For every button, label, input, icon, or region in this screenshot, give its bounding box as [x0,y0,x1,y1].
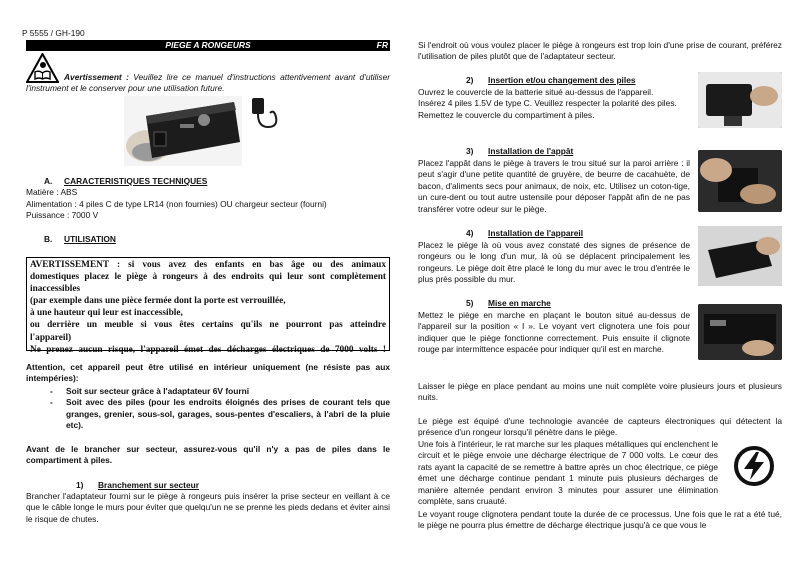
title-bar [26,40,390,51]
night-paragraph: Laisser le piège en place pendant au moins une nuit complète voire plusieurs jours et plusieurs nuits. [418,381,782,403]
step2-text: Ouvrez le couvercle de la batterie situé au-dessus de l'appareil. Insérez 4 piles 1.5V de type C. Veuillez respecter la polarité des piles. Remettez le couvercle du compartiment à piles. [418,87,677,120]
step1-heading: 1) Branchement sur secteur [76,480,200,490]
warning-intro-text: Veuillez lire ce manuel d'instructions attentivement avant d'utiliser l'instrument et le conserver pour une utilisation future. [26,72,391,94]
warning-line: à une hauteur qui leur est inaccessible, [30,308,183,319]
power-options-list [44,386,390,432]
product-image [124,96,242,166]
step4-heading: 4) Installation de l'appareil [466,228,584,238]
power-on-photo [698,304,782,360]
step2-title: Insertion et/ou changement des piles [488,75,636,85]
step2-heading: 2) Insertion et/ou changement des piles [466,75,636,85]
warning-line: l'appareil) [30,332,72,343]
lightning-icon [734,446,774,486]
model-number: P 5555 / GH-190 [22,28,85,38]
section-b-title: UTILISATION [64,234,116,244]
attention-text: Attention, cet appareil peut être utilisé en intérieur uniquement (ne résiste pas aux intempéries): [26,362,390,384]
warning-line: inaccessibles [30,284,81,295]
warning-intro-label: Avertissement : [64,72,129,82]
right-intro: Si l'endroit où vous voulez placer le piège à rongeurs est trop loin d'une prise de courant, préférez l'utilisation de piles plutôt que de l'adaptateur secteur. [418,40,782,62]
list-item: - Soit avec des piles (pour les endroits éloignés des prises de courant tels que granges, grenier, sous-sol, garages, sous-pentes d'escaliers, à l'abri de la pluie etc). [50,397,390,431]
step3-title: Installation de l'appât [488,146,574,156]
spec-power-supply: Alimentation : 4 piles C de type LR14 (non fournies) OU chargeur secteur (fourni) [26,199,327,209]
technology-paragraph: Le piège est équipé d'une technologie avancée de capteurs électroniques qui détectent la présence d'un rongeur lorsqu'il pénètre dans le piège. [418,416,782,438]
safety-warning-box [26,257,390,355]
step1-title: Branchement sur secteur [98,480,200,490]
step5-heading: 5) Mise en marche [466,298,551,308]
adapter-image [250,97,282,131]
section-b-heading: B. UTILISATION [44,234,116,244]
step1-text: Brancher l'adaptateur fourni sur le piège à rongeurs puis insérer la prise secteur en veillant à ce que le câble longe le murs pour éviter que quelqu'un ne se prenne les pieds dedans et éviter ainsi le risque de chutes. [26,491,390,524]
warning-intro [26,72,390,95]
spec-material: Matière : ABS [26,187,78,197]
step5-text: Mettez le piège en marche en plaçant le bouton situé au-dessus de l'appareil sur la position « I ». Le voyant vert clignotera une fois pour indiquer que le piège fonctionne correctement. Puis ensuite il clignote rouge par intermittence espacée pour indiquer qu'il est en marche. [418,310,690,355]
step4-title: Installation de l'appareil [488,228,584,238]
step3-heading: 3) Installation de l'appât [466,146,574,156]
section-a-title: CARACTERISTIQUES TECHNIQUES [64,176,208,186]
placement-photo [698,226,782,286]
language-code: FR [376,40,388,50]
warning-line: (par exemple dans une pièce fermée dont la porte est verrouillée, [30,296,286,307]
warning-line: Ne prenez aucun risque, l'appareil émet des décharges électriques de 7000 volts ! [30,344,386,355]
inside-paragraph: Une fois à l'intérieur, le rat marche sur les plaques métalliques qui enclenchent le circuit et le piège envoie une décharge électrique de 7 000 volts. Le cœur des rats ayant la capacité de se remettre à battre après un choc électrique, ce piège émet une décharge continue pendant 1 minute puis plusieurs décharges de manière alternée pendant environ 3 minutes pour assurer une élimination complète, sans cruauté. [418,439,719,507]
red-light-paragraph: Le voyant rouge clignotera pendant toute la durée de ce processus. Une fois que le rat a été tué, le piège ne pourra plus émettre de décharge électrique jusqu'à ce que vous le [418,509,782,531]
warning-line: domestiques placez le piège à rongeurs à des endroits qui leur sont complètement [30,272,386,283]
bait-photo [698,150,782,212]
section-a-heading: A. CARACTERISTIQUES TECHNIQUES [44,176,208,186]
warning-line: AVERTISSEMENT : si vous avez des enfants en bas âge ou des animaux [30,260,386,270]
step5-title: Mise en marche [488,298,551,308]
list-item: - Soit sur secteur grâce à l'adaptateur 6V fourni [50,386,250,396]
page-title: PIEGE A RONGEURS [165,40,251,50]
battery-photo [698,72,782,128]
warning-line: ou derrière un meuble si vous êtes certains qu'ils ne pourront pas atteindre [30,320,386,331]
step4-text: Placez le piège là où vous avez constaté des signes de présence de rongeurs ou le long d'un mur, là où se déplacent principalement les rongeurs. Le piège doit être placé le long du mur avec le trou d'entrée le plus près possible du mur. [418,240,690,285]
spec-power: Puissance : 7000 V [26,210,99,220]
before-plug-text: Avant de le brancher sur secteur, assurez-vous qu'il n'y a pas de piles dans le compartiment à piles. [26,444,390,466]
step3-text: Placez l'appât dans le piège à travers le trou situé sur la paroi arrière : il peut s'agir d'une petite quantité de gruyère, de beurre de cacahuète, de bacon, d'aliments secs pour animaux, de noix, etc. Utilisez un coton-tige, un cure-dent ou tout autre ustensile pour déposer l'appât afin de ne pas transférer votre odeur sur le piège. [418,158,690,214]
